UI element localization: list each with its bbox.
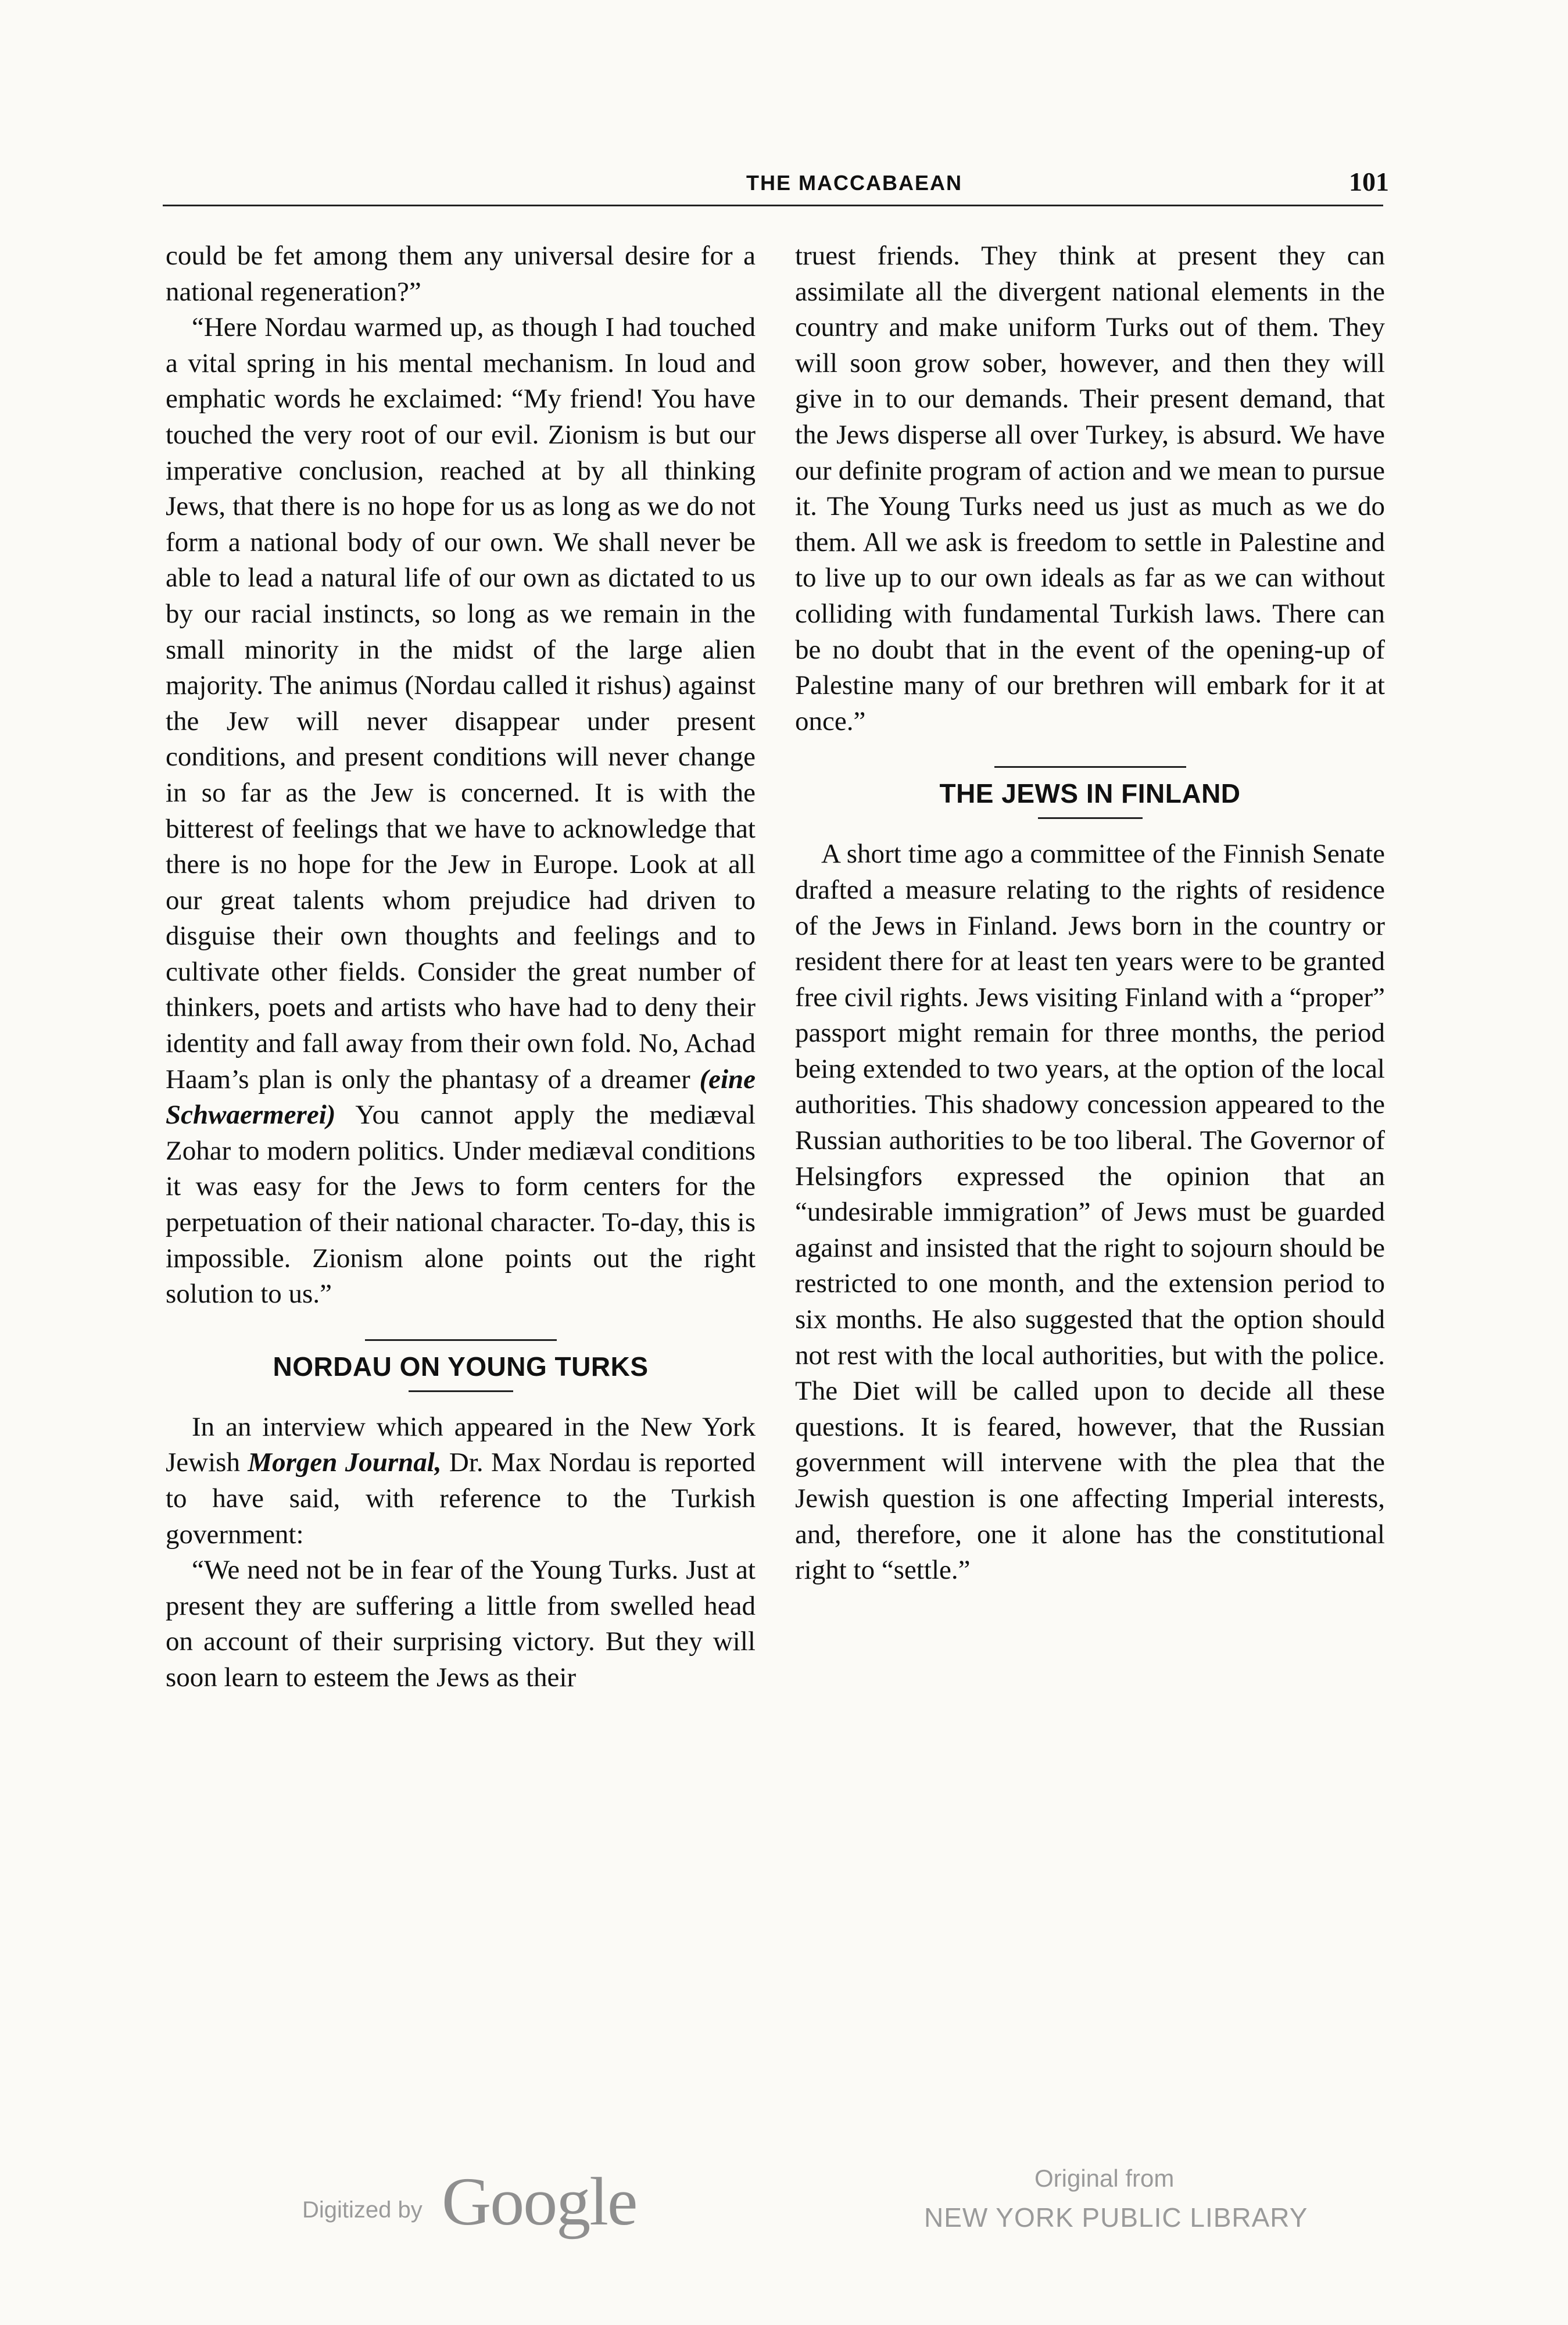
nordau-quote-paragraph [166, 310, 756, 1312]
left-column [166, 238, 756, 1696]
nordau-quote-tail: You cannot apply the mediæval Zohar to modern politics. Under mediæval conditions it was easy for the Jews to form centers for the perpetuation of their national character. To-day, this is impossible. Zionism alone points out the right solution to us.” [166, 1100, 756, 1310]
library-name: NEW YORK PUBLIC LIBRARY [924, 2202, 1308, 2233]
italic-phrase: (eine Schwaermerei) [166, 1064, 756, 1131]
nordau-quote-text: “Here Nordau warmed up, as though I had touched a vital spring in his mental mechanism. In loud and emphatic words he exclaimed: “My friend! You have touched the very root of our evil. Zionism is but our imperative conclusion, reached at by all thinking Jews, that there is no hope for us as long as we do not form a national body of our own. We shall never be able to lead a natural life of our own as dictated to us by our racial instincts, so long as we remain in the small minority in the midst of the large alien majority. The animus (Nordau called it rishus) against the Jew will never disappear under present conditions, and present conditions will never change in so far as the Jew is concerned. It is with the bitterest of feelings that we have to acknowledge that there is no hope for the Jew in Europe. Look at all our great talents whom prejudice had driven to disguise their own thoughts and feelings and to cultivate other fields. Consider the great number of thinkers, poets and artists who have had to deny their identity and fall away from their own fold. No, Achad Haam’s plan is only the phantasy of a dreamer [166, 312, 756, 1094]
interview-paragraph [166, 1410, 756, 1553]
right-column [795, 238, 1385, 1589]
section-heading-nordau-young-turks: NORDAU ON YOUNG TURKS [273, 1351, 649, 1382]
interview-text-start: In an interview which appeared in the New York Jewish [166, 1411, 756, 1478]
page-number: 101 [1349, 167, 1389, 196]
google-logo: Google [442, 2163, 637, 2240]
continued-paragraph: could be fet among them any universal desire for a national regeneration?” [166, 241, 756, 307]
journal-title: THE MACCABAEAN [746, 171, 962, 195]
continued-quote-paragraph: truest friends. They think at present they can assimilate all the divergent national elements in the country and make uniform Turks out of them. They will soon grow sober, however, and then they will give in to our demands. Their present demand, that the Jews disperse all over Turkey, is absurd. We have our definite program of action and we mean to pursue it. The Young Turks need us just as much as we do them. All we ask is freedom to settle in Palestine and to live up to our own ideals as far as we can without colliding with fundamental Turkish laws. There can be no doubt that in the event of the opening-up of Palestine many of our brethren will embark for it at once.” [795, 241, 1385, 736]
header-rule [163, 205, 1383, 206]
running-header [163, 167, 1389, 205]
section-heading-jews-in-finland: THE JEWS IN FINLAND [939, 778, 1241, 809]
interview-text-end: Dr. Max Nordau is reported to have said, with reference to the Turkish government: [166, 1447, 756, 1550]
finland-article-paragraph: A short time ago a committee of the Finnish Senate drafted a measure relating to the rights of residence of the Jews in Finland. Jews born in the country or resident there for at least ten years were to be granted free civil rights. Jews visiting Finland with a “proper” passport might remain for three months, the period being extended to two years, at the option of the local authorities. This shadowy concession appeared to the Russian authorities to be too liberal. The Governor of Helsingfors expressed the opinion that an “undesirable immigration” of Jews must be guarded against and insisted that the right to sojourn should be restricted to one month, and the extension period to six months. He also suggested that the option should not rest with the local authorities, but with the police. The Diet will be called upon to decide all these questions. It is feared, however, that the Russian government will intervene with the plea that the Jewish question is one affecting Imperial interests, and, therefore, one it alone has the constitutional right to “settle.” [795, 839, 1385, 1586]
original-from-label: Original from [1034, 2165, 1175, 2192]
young-turks-quote-paragraph: “We need not be in fear of the Young Turks. Just at present they are suffering a little from swelled head on account of their surprising victory. But they will soon learn to esteem the Jews as their [166, 1555, 756, 1693]
newspaper-name: Morgen Journal, [248, 1447, 442, 1478]
digitized-by-label: Digitized by [302, 2197, 423, 2223]
digitization-watermark [0, 2127, 1568, 2302]
